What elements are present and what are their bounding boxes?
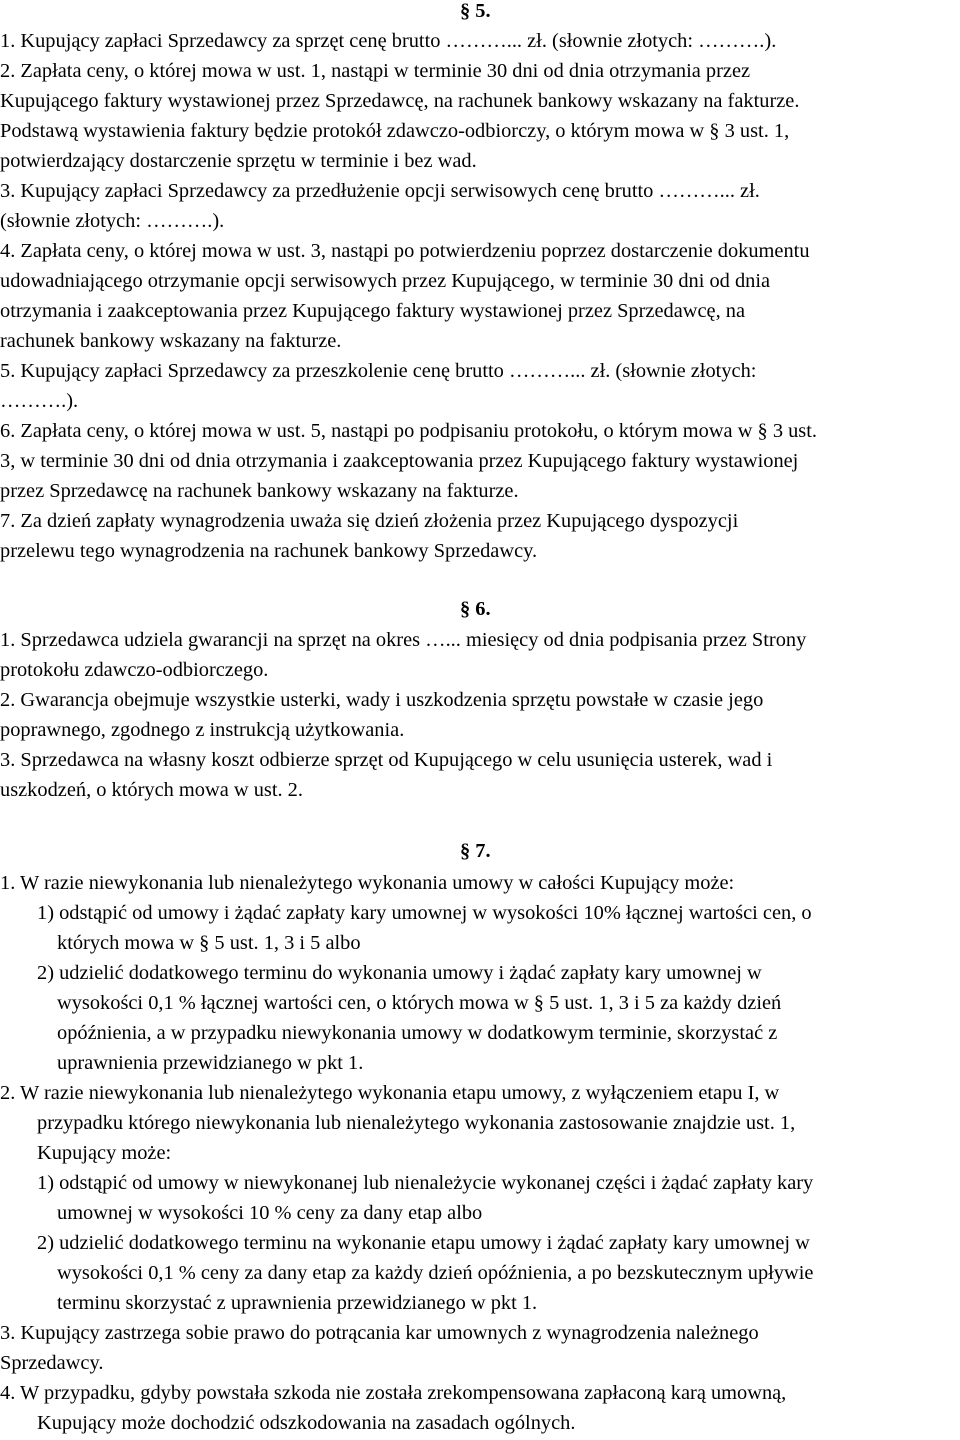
s7-line-6: uprawnienia przewidzianego w pkt 1.: [57, 1052, 364, 1074]
s5-line-11: 5. Kupujący zapłaci Sprzedawcy za przeszkolenie cenę brutto ………... zł. (słownie złotych:: [0, 360, 757, 382]
s7-line-1: 1) odstąpić od umowy i żądać zapłaty kary umownej w wysokości 10% łącznej wartości cen, o: [37, 902, 812, 924]
s7-line-8: przypadku którego niewykonania lub nienależytego wykonania zastosowanie znajdzie ust. 1,: [37, 1112, 796, 1134]
s7-line-2: których mowa w § 5 ust. 1, 3 i 5 albo: [57, 932, 361, 954]
section-7-heading: § 7.: [460, 840, 491, 862]
section-5-heading: § 5.: [460, 0, 491, 22]
s5-line-14: 3, w terminie 30 dni od dnia otrzymania i zaakceptowania przez Kupującego faktury wystawionej: [0, 450, 799, 472]
s5-line-9: otrzymania i zaakceptowania przez Kupującego faktury wystawionej przez Sprzedawcę, na: [0, 300, 746, 322]
s7-line-13: wysokości 0,1 % ceny za dany etap za każdy dzień opóźnienia, a po bezskutecznym upływie: [57, 1262, 814, 1284]
s6-line-0: 1. Sprzedawca udziela gwarancji na sprzęt na okres …... miesięcy od dnia podpisania przez Strony: [0, 629, 807, 651]
s6-line-3: poprawnego, zgodnego z instrukcją użytkowania.: [0, 719, 405, 741]
s7-line-12: 2) udzielić dodatkowego terminu na wykonanie etapu umowy i żądać zapłaty kary umownej w: [37, 1232, 810, 1254]
s6-line-5: uszkodzeń, o których mowa w ust. 2.: [0, 779, 303, 801]
s7-line-4: wysokości 0,1 % łącznej wartości cen, o których mowa w § 5 ust. 1, 3 i 5 za każdy dzień: [57, 992, 782, 1014]
s7-line-5: opóźnienia, a w przypadku niewykonania umowy w dodatkowym terminie, skorzystać z: [57, 1022, 778, 1044]
s5-line-3: Podstawą wystawienia faktury będzie protokół zdawczo-odbiorczy, o którym mowa w § 3 ust. 1,: [0, 120, 790, 142]
s7-line-3: 2) udzielić dodatkowego terminu do wykonania umowy i żądać zapłaty kary umownej w: [37, 962, 762, 984]
s6-line-4: 3. Sprzedawca na własny koszt odbierze sprzęt od Kupującego w celu usunięcia usterek, wad i: [0, 749, 773, 771]
s6-line-2: 2. Gwarancja obejmuje wszystkie usterki, wady i uszkodzenia sprzętu powstałe w czasie jego: [0, 689, 764, 711]
s5-line-4: potwierdzający dostarczenie sprzętu w terminie i bez wad.: [0, 150, 477, 172]
s5-line-2: Kupującego faktury wystawionej przez Sprzedawcę, na rachunek bankowy wskazany na fakturze.: [0, 90, 800, 112]
s5-line-16: 7. Za dzień zapłaty wynagrodzenia uważa się dzień złożenia przez Kupującego dyspozycji: [0, 510, 739, 532]
s5-line-8: udowadniającego otrzymanie opcji serwisowych przez Kupującego, w terminie 30 dni od dnia: [0, 270, 771, 292]
s7-line-0: 1. W razie niewykonania lub nienależytego wykonania umowy w całości Kupujący może:: [0, 872, 735, 894]
s5-line-13: 6. Zapłata ceny, o której mowa w ust. 5, nastąpi po podpisaniu protokołu, o którym mowa w § 3 ust.: [0, 420, 818, 442]
s7-line-10: 1) odstąpić od umowy w niewykonanej lub nienależycie wykonanej części i żądać zapłaty kary: [37, 1172, 814, 1194]
s7-line-7: 2. W razie niewykonania lub nienależytego wykonania etapu umowy, z wyłączeniem etapu I, w: [0, 1082, 780, 1104]
s5-line-5: 3. Kupujący zapłaci Sprzedawcy za przedłużenie opcji serwisowych cenę brutto ………... zł.: [0, 180, 760, 202]
s7-line-16: Sprzedawcy.: [0, 1352, 104, 1374]
s7-line-14: terminu skorzystać z uprawnienia przewidzianego w pkt 1.: [57, 1292, 538, 1314]
s5-line-10: rachunek bankowy wskazany na fakturze.: [0, 330, 342, 352]
s6-line-1: protokołu zdawczo-odbiorczego.: [0, 659, 269, 681]
s7-line-17: 4. W przypadku, gdyby powstała szkoda nie została zrekompensowana zapłaconą karą umowną,: [0, 1382, 787, 1404]
s7-line-15: 3. Kupujący zastrzega sobie prawo do potrącania kar umownych z wynagrodzenia należnego: [0, 1322, 759, 1344]
s5-line-12: ……….).: [0, 390, 79, 412]
s5-line-17: przelewu tego wynagrodzenia na rachunek bankowy Sprzedawcy.: [0, 540, 538, 562]
s5-line-0: 1. Kupujący zapłaci Sprzedawcy za sprzęt cenę brutto ………... zł. (słownie złotych: ……….).: [0, 30, 777, 52]
s7-line-11: umownej w wysokości 10 % ceny za dany etap albo: [57, 1202, 483, 1224]
section-6-heading: § 6.: [460, 598, 491, 620]
s5-line-15: przez Sprzedawcę na rachunek bankowy wskazany na fakturze.: [0, 480, 519, 502]
s7-line-18: Kupujący może dochodzić odszkodowania na zasadach ogólnych.: [37, 1412, 576, 1434]
s7-line-9: Kupujący może:: [37, 1142, 172, 1164]
s5-line-7: 4. Zapłata ceny, o której mowa w ust. 3, nastąpi po potwierdzeniu poprzez dostarczenie dokumentu: [0, 240, 810, 262]
s5-line-1: 2. Zapłata ceny, o której mowa w ust. 1, nastąpi w terminie 30 dni od dnia otrzymania przez: [0, 60, 751, 82]
s5-line-6: (słownie złotych: ……….).: [0, 210, 225, 232]
